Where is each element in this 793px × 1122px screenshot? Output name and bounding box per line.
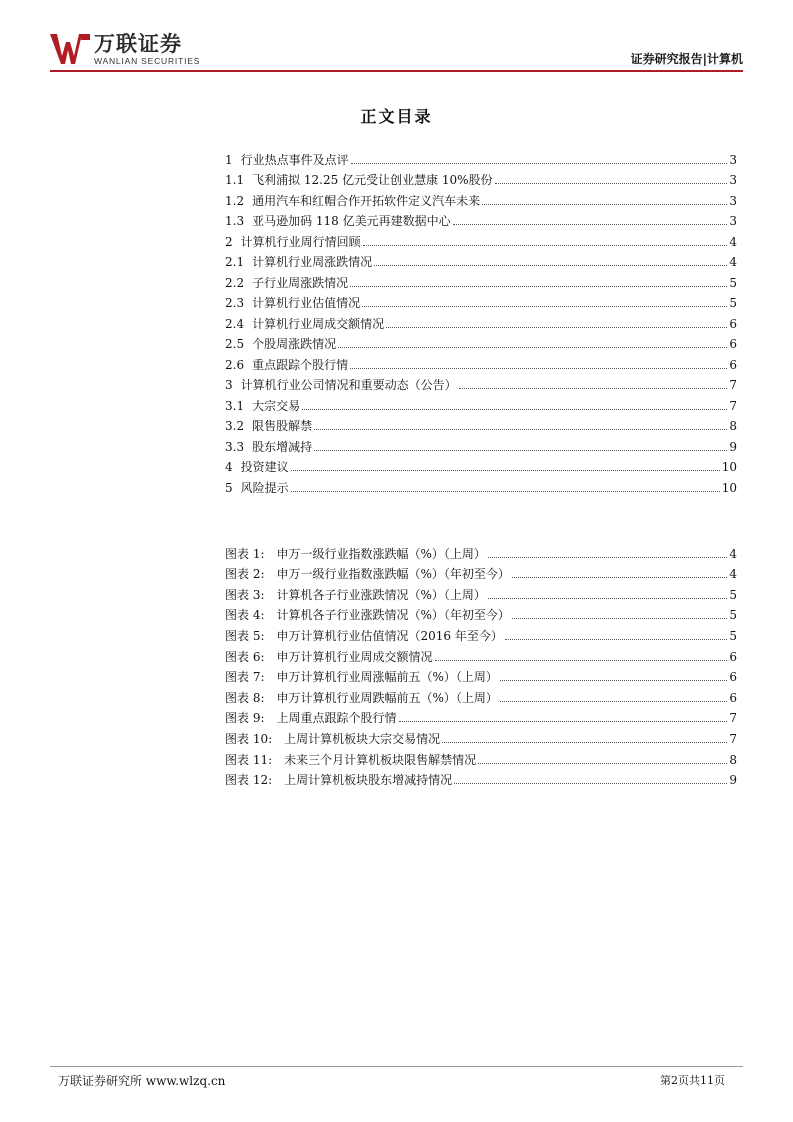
entry-page: 5 [729, 628, 737, 643]
leader-dots [488, 598, 727, 599]
entry-number: 图表 11: [225, 752, 273, 767]
entry-title: 申万计算机行业周涨幅前五（%）（上周） [276, 670, 498, 685]
entry-number: 1.1 [225, 173, 245, 187]
entry-number: 3.1 [225, 398, 245, 413]
entry-page: 9 [729, 439, 737, 454]
toc-entry[interactable] [225, 146, 737, 167]
leader-dots [386, 327, 727, 328]
entry-number: 图表 10: [225, 731, 273, 746]
entry-title: 飞利浦拟 12.25 亿元受让创业慧康 10%股份 [252, 173, 493, 187]
entry-page: 9 [729, 773, 737, 788]
entry-number: 2.4 [225, 316, 245, 331]
entry-title: 申万计算机行业估值情况（2016 年至今） [276, 628, 503, 643]
leader-dots [442, 742, 727, 743]
figure-entry[interactable] [225, 643, 737, 664]
figure-entry[interactable] [225, 581, 737, 602]
toc-entry[interactable] [225, 433, 737, 454]
entry-title: 计算机行业估值情况 [252, 296, 361, 310]
entry-number: 4 [225, 460, 233, 474]
section-toc [225, 146, 737, 495]
entry-number: 图表 1: [225, 546, 265, 561]
entry-number: 1.3 [225, 214, 245, 228]
leader-dots [374, 265, 727, 266]
entry-page: 5 [729, 608, 737, 623]
entry-title: 重点跟踪个股行情 [252, 357, 349, 372]
entry-title: 个股周涨跌情况 [252, 337, 337, 351]
entry-number: 2 [225, 234, 233, 249]
entry-page: 7 [729, 378, 737, 392]
toc-entry[interactable] [225, 454, 737, 475]
entry-title: 上周计算机板块大宗交易情况 [284, 731, 441, 746]
entry-title: 未来三个月计算机板块限售解禁情况 [284, 752, 477, 767]
wanlian-logo-icon [50, 32, 90, 66]
entry-number: 2.1 [225, 255, 245, 269]
entry-title: 计算机行业周行情回顾 [240, 234, 361, 249]
figure-entry[interactable] [225, 725, 737, 746]
leader-dots [338, 347, 727, 348]
leader-dots [362, 306, 727, 307]
entry-number: 图表 5: [225, 628, 265, 643]
leader-dots [512, 577, 727, 578]
company-logo [50, 32, 200, 68]
leader-dots [500, 701, 727, 702]
leader-dots [351, 163, 727, 164]
entry-title: 股东增减持 [252, 439, 313, 454]
leader-dots [314, 429, 727, 430]
entry-title: 申万计算机行业周跌幅前五（%）（上周） [276, 690, 498, 705]
entry-number: 5 [225, 480, 233, 495]
leader-dots [459, 388, 727, 389]
entry-page: 5 [729, 587, 737, 602]
entry-page: 7 [729, 731, 737, 746]
leader-dots [291, 491, 720, 492]
entry-page: 10 [721, 460, 737, 474]
entry-number: 图表 9: [225, 711, 265, 726]
entry-page: 3 [729, 173, 737, 187]
entry-page: 10 [721, 480, 737, 495]
logo-chinese-name: 万联证券 [94, 32, 182, 56]
leader-dots [478, 763, 727, 764]
toc-entry[interactable] [225, 474, 737, 495]
footer-source: 万联证券研究所 www.wlzq.cn [58, 1074, 226, 1088]
figure-entry[interactable] [225, 540, 737, 561]
entry-page: 5 [729, 275, 737, 290]
entry-page: 7 [729, 398, 737, 413]
entry-title: 风险提示 [240, 480, 289, 495]
leader-dots [488, 557, 727, 558]
leader-dots [291, 470, 720, 471]
entry-page: 3 [729, 193, 737, 208]
entry-number: 图表 6: [225, 649, 265, 664]
entry-title: 计算机各子行业涨跌情况（%）（上周） [276, 587, 486, 602]
toc-entry[interactable] [225, 372, 737, 393]
leader-dots [302, 409, 727, 410]
figure-entry[interactable] [225, 684, 737, 705]
page-number: 第2页共11页 [660, 1074, 725, 1087]
toc-entry[interactable] [225, 290, 737, 311]
entry-number: 2.2 [225, 275, 245, 290]
leader-dots [314, 450, 727, 451]
entry-page: 8 [729, 752, 737, 767]
entry-title: 上周重点跟踪个股行情 [276, 711, 397, 726]
page-header [50, 30, 743, 70]
entry-number: 3 [225, 378, 233, 392]
entry-title: 投资建议 [240, 460, 289, 474]
leader-dots [350, 286, 727, 287]
entry-number: 图表 3: [225, 587, 265, 602]
toc-entry[interactable] [225, 167, 737, 188]
entry-title: 亚马逊加码 118 亿美元再建数据中心 [252, 214, 451, 228]
figure-entry[interactable] [225, 602, 737, 623]
entry-page: 3 [729, 214, 737, 228]
entry-number: 3.3 [225, 439, 245, 454]
entry-number: 图表 4: [225, 608, 265, 623]
entry-title: 行业热点事件及点评 [240, 152, 349, 167]
entry-title: 限售股解禁 [252, 419, 313, 433]
leader-dots [482, 204, 727, 205]
entry-number: 1.2 [225, 193, 245, 208]
figure-entry[interactable] [225, 705, 737, 726]
toc-entry[interactable] [225, 392, 737, 413]
entry-number: 2.5 [225, 337, 245, 351]
leader-dots [363, 245, 727, 246]
report-type-label: 证券研究报告|计算机 [630, 52, 743, 66]
entry-page: 6 [729, 690, 737, 705]
entry-page: 3 [729, 152, 737, 167]
entry-page: 8 [729, 419, 737, 433]
footer-divider [50, 1066, 743, 1067]
entry-title: 申万一级行业指数涨跌幅（%）（上周） [276, 546, 486, 561]
entry-title: 子行业周涨跌情况 [252, 275, 349, 290]
toc-entry[interactable] [225, 331, 737, 352]
entry-page: 5 [729, 296, 737, 310]
entry-page: 6 [729, 357, 737, 372]
figure-entry[interactable] [225, 746, 737, 767]
leader-dots [399, 721, 727, 722]
entry-number: 2.6 [225, 357, 245, 372]
leader-dots [512, 618, 727, 619]
toc-entry[interactable] [225, 413, 737, 434]
entry-page: 4 [729, 567, 737, 582]
entry-number: 图表 8: [225, 690, 265, 705]
toc-entry[interactable] [225, 351, 737, 372]
entry-page: 7 [729, 711, 737, 726]
entry-title: 计算机各子行业涨跌情况（%）（年初至今） [276, 608, 510, 623]
toc-entry[interactable] [225, 187, 737, 208]
entry-page: 6 [729, 649, 737, 664]
toc-entry[interactable] [225, 269, 737, 290]
figure-entry[interactable] [225, 561, 737, 582]
figure-entry[interactable] [225, 767, 737, 788]
header-divider [50, 70, 743, 72]
entry-page: 6 [729, 670, 737, 685]
toc-entry[interactable] [225, 228, 737, 249]
figure-entry[interactable] [225, 622, 737, 643]
entry-number: 2.3 [225, 296, 245, 310]
entry-number: 图表 2: [225, 567, 265, 582]
entry-title: 上周计算机板块股东增减持情况 [284, 773, 453, 788]
entry-number: 图表 7: [225, 670, 265, 685]
entry-title: 计算机行业公司情况和重要动态（公告） [240, 378, 457, 392]
leader-dots [495, 183, 727, 184]
figure-toc [225, 540, 737, 787]
entry-page: 4 [729, 546, 737, 561]
toc-title: 正文目录 [360, 107, 433, 126]
entry-title: 申万一级行业指数涨跌幅（%）（年初至今） [276, 567, 510, 582]
entry-page: 6 [729, 337, 737, 351]
entry-page: 4 [729, 234, 737, 249]
entry-title: 申万计算机行业周成交额情况 [276, 649, 433, 664]
toc-entry[interactable] [225, 310, 737, 331]
toc-entry[interactable] [225, 249, 737, 270]
entry-title: 计算机行业周成交额情况 [252, 316, 385, 331]
entry-title: 计算机行业周涨跌情况 [252, 255, 373, 269]
entry-page: 6 [729, 316, 737, 331]
entry-number: 1 [225, 152, 233, 167]
entry-title: 通用汽车和红帽合作开拓软件定义汽车未来 [252, 193, 481, 208]
toc-entry[interactable] [225, 208, 737, 229]
figure-entry[interactable] [225, 664, 737, 685]
entry-title: 大宗交易 [252, 398, 301, 413]
leader-dots [454, 783, 727, 784]
entry-number: 3.2 [225, 419, 245, 433]
logo-english-name: WANLIAN SECURITIES [94, 56, 201, 66]
entry-page: 4 [729, 255, 737, 269]
leader-dots [453, 224, 727, 225]
leader-dots [500, 680, 727, 681]
leader-dots [505, 639, 727, 640]
leader-dots [435, 660, 727, 661]
entry-number: 图表 12: [225, 773, 273, 788]
leader-dots [350, 368, 727, 369]
